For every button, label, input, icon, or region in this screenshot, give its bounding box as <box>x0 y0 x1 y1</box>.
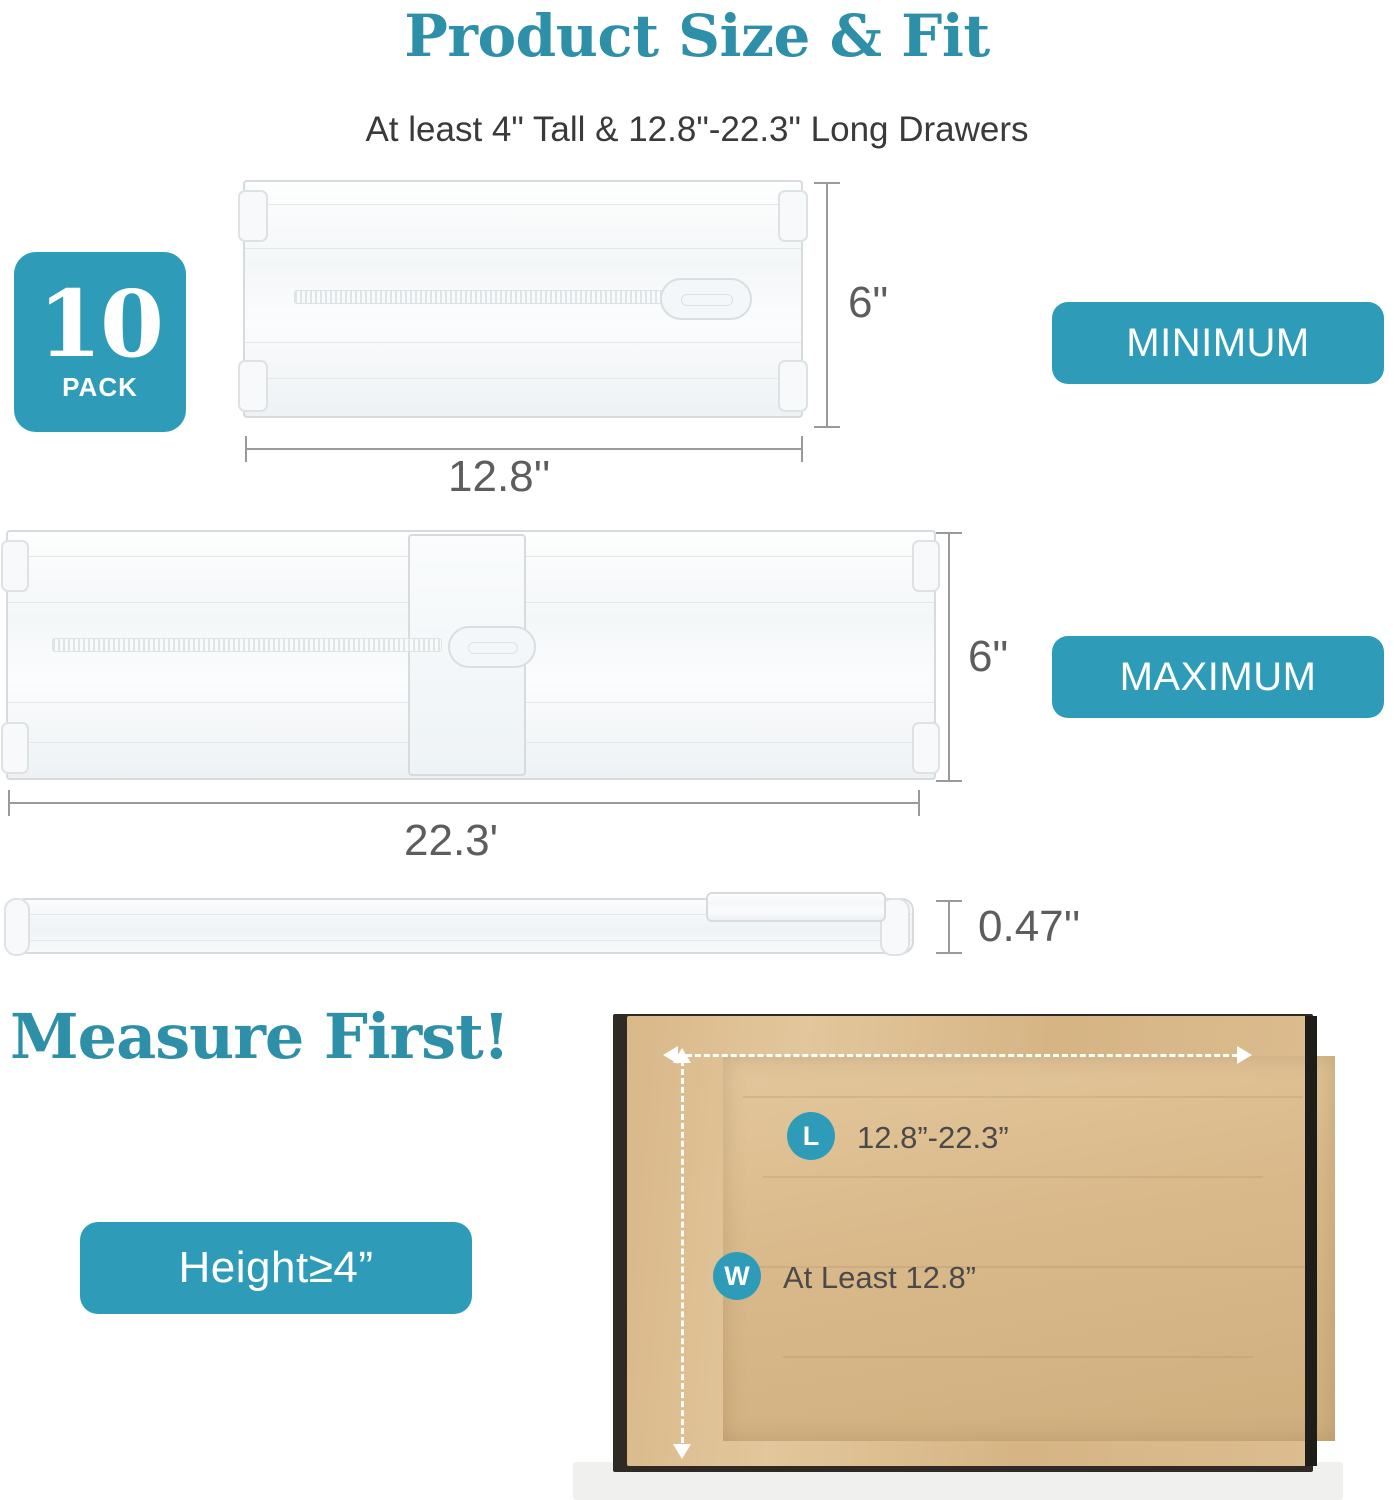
thickness-value: 0.47'' <box>978 902 1081 951</box>
divider-end-cap <box>912 540 940 592</box>
minimum-label-pill: MINIMUM <box>1052 302 1384 384</box>
drawer-illustration <box>565 1000 1355 1500</box>
divider-side-slider <box>706 892 886 922</box>
divider-edge-line <box>16 940 912 941</box>
measure-first-title: Measure First! <box>10 1000 509 1073</box>
divider-edge-line <box>245 342 801 343</box>
min-height-value: 6" <box>848 278 889 327</box>
length-arrow-right-icon <box>1237 1046 1252 1064</box>
min-length-dim-line <box>245 448 803 450</box>
wood-grain <box>783 1356 1253 1358</box>
min-height-dim-line <box>826 182 828 428</box>
width-label: At Least 12.8” <box>783 1260 977 1295</box>
divider-end-cap <box>4 898 30 956</box>
divider-end-cap <box>1 540 29 592</box>
wood-grain <box>743 1096 1303 1098</box>
min-length-value: 12.8'' <box>448 452 551 501</box>
drawer-wood-frame <box>627 1016 1307 1466</box>
max-height-tick <box>936 780 962 782</box>
length-measure-line <box>677 1054 1247 1057</box>
thickness-dim-line <box>948 900 950 954</box>
width-arrow-up-icon <box>673 1048 691 1063</box>
min-length-tick <box>245 436 247 462</box>
min-length-tick <box>801 436 803 462</box>
width-arrow-down-icon <box>673 1444 691 1459</box>
thickness-tick <box>936 900 962 902</box>
divider-end-cap <box>238 190 268 242</box>
width-badge: W <box>713 1252 761 1300</box>
min-height-tick <box>814 426 840 428</box>
pack-count-badge <box>14 252 186 432</box>
height-requirement-pill: Height≥4” <box>80 1222 472 1314</box>
page-title: Product Size & Fit <box>404 2 990 70</box>
divider-edge-line <box>245 204 801 205</box>
divider-end-cap <box>778 360 808 412</box>
divider-edge-line <box>245 378 801 379</box>
divider-end-cap <box>238 360 268 412</box>
divider-lock-knob <box>660 278 752 320</box>
max-height-dim-line <box>948 532 950 782</box>
max-height-tick <box>936 532 962 534</box>
page-subtitle: At least 4" Tall & 12.8"-22.3" Long Drawers <box>365 110 1029 149</box>
max-height-value: 6" <box>968 632 1009 681</box>
divider-end-cap <box>912 722 940 774</box>
wood-grain <box>763 1176 1263 1178</box>
max-length-tick <box>8 790 10 816</box>
width-measure-line <box>681 1060 684 1452</box>
max-length-value: 22.3' <box>404 816 499 865</box>
pack-count-number: 10 <box>37 269 163 378</box>
divider-end-cap <box>778 190 808 242</box>
min-height-tick <box>814 182 840 184</box>
length-label: 12.8”-22.3” <box>857 1120 1009 1155</box>
divider-lock-knob <box>448 626 536 668</box>
max-length-tick <box>918 790 920 816</box>
divider-ratchet-strip <box>52 638 442 652</box>
length-badge: L <box>787 1112 835 1160</box>
thickness-tick <box>936 952 962 954</box>
divider-ratchet-strip <box>294 290 664 304</box>
divider-edge-line <box>245 248 801 249</box>
pack-count-word: PACK <box>62 372 138 403</box>
maximum-label-pill: MAXIMUM <box>1052 636 1384 718</box>
divider-end-cap <box>1 722 29 774</box>
max-length-dim-line <box>8 802 920 804</box>
